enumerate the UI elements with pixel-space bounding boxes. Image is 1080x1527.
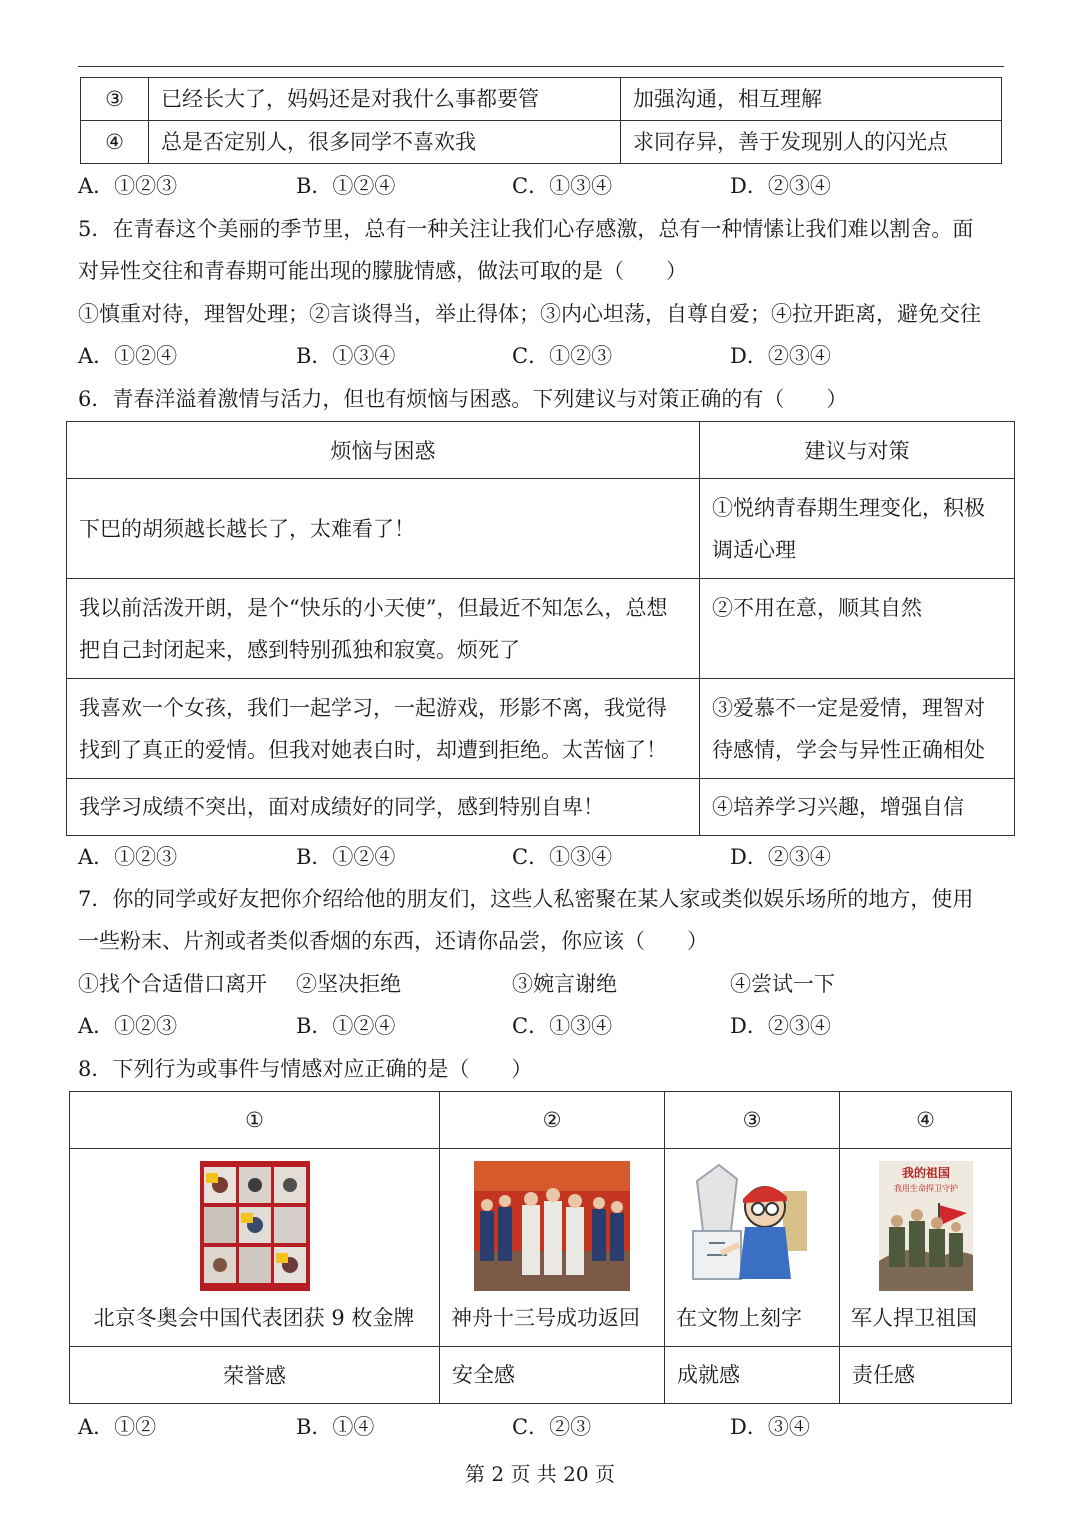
q7-stem-line2: 一些粉末、片剂或者类似香烟的东西，还请你品尝，你应该（ ）: [78, 929, 708, 953]
table-row: [81, 121, 1002, 164]
problem-cell: 总是否定别人，很多同学不喜欢我: [149, 121, 621, 164]
q7-option-b[interactable]: B．①②④: [296, 1014, 396, 1038]
cell-line: 待感情，学会与异性正确相处: [712, 737, 985, 762]
q5-statements: ①慎重对待，理智处理；②言谈得当，举止得体；③内心坦荡，自尊自爱；④拉开距离，避免交往: [78, 302, 981, 326]
cell-line: 调适心理: [712, 537, 796, 562]
q8-option-c[interactable]: C．②③: [512, 1415, 592, 1439]
problem-cell: [67, 679, 700, 779]
q8-option-d[interactable]: D．③④: [730, 1415, 810, 1439]
poster-subtitle: 我用生命捍卫守护: [893, 1184, 958, 1193]
q8-option-a[interactable]: A．①②: [78, 1415, 157, 1439]
problem-cell: [67, 479, 700, 579]
table-row: [67, 579, 1015, 679]
top-rule: [78, 66, 1004, 67]
cell-line: ④培养学习兴趣，增强自信: [712, 795, 964, 819]
cell-line: 下巴的胡须越长越长了，太难看了！: [79, 516, 415, 541]
q4-option-c[interactable]: C．①③④: [512, 174, 613, 198]
q4-table: [80, 77, 1002, 164]
olympic-medals-poster-image: [200, 1161, 310, 1291]
emotion-cell: 责任感: [840, 1347, 1012, 1404]
cell-line: 我以前活泼开朗，是个“快乐的小天使”，但最近不知怎么，总想: [79, 595, 668, 620]
advice-cell: [700, 779, 1015, 836]
cell-line: 我学习成绩不突出，面对成绩好的同学，感到特别自卑！: [79, 795, 604, 819]
poster-title: 我的祖国: [901, 1166, 950, 1180]
advice-cell: [700, 679, 1015, 779]
solution-cell: 加强沟通，相互理解: [621, 78, 1002, 121]
q7-choice-3: ③婉言谢绝: [512, 972, 617, 996]
q4-option-d[interactable]: D．②③④: [730, 174, 831, 198]
header-cell: ②: [440, 1092, 665, 1149]
soldiers-poster-image: [879, 1161, 973, 1291]
q7-stem-line1: 7．你的同学或好友把你介绍给他的朋友们，这些人私密聚在某人家或类似娱乐场所的地方，使用: [78, 887, 974, 911]
q7-choice-1: ①找个合适借口离开: [78, 972, 267, 996]
q6-option-a[interactable]: A．①②③: [78, 845, 178, 869]
table-row: [81, 78, 1002, 121]
table-row: [67, 779, 1015, 836]
q5-option-a[interactable]: A．①②④: [78, 344, 178, 368]
row-num: ③: [81, 78, 149, 121]
q7-option-a[interactable]: A．①②③: [78, 1014, 178, 1038]
table-row: [70, 1347, 1012, 1404]
table-row: [67, 679, 1015, 779]
q5-option-b[interactable]: B．①③④: [296, 344, 396, 368]
q6-stem: 6．青春洋溢着激情与活力，但也有烦恼与困惑。下列建议与对策正确的有（ ）: [78, 387, 848, 411]
q6-option-c[interactable]: C．①③④: [512, 845, 613, 869]
advice-cell: [700, 479, 1015, 579]
emotion-cell: 安全感: [440, 1347, 665, 1404]
q8-caption-4: 军人捍卫祖国: [851, 1306, 977, 1330]
cell-line: ②不用在意，顺其自然: [712, 596, 922, 620]
q7-choice-4: ④尝试一下: [730, 972, 835, 996]
q8-caption-1: 北京冬奥会中国代表团获 9 枚金牌: [93, 1306, 415, 1330]
q7-option-d[interactable]: D．②③④: [730, 1014, 831, 1038]
header-cell: ③: [665, 1092, 840, 1149]
header-cell: 建议与对策: [700, 422, 1015, 479]
q8-table: [69, 1091, 1012, 1404]
cell-line: ③爱慕不一定是爱情，理智对: [712, 695, 985, 720]
q5-stem-line2: 对异性交往和青春期可能出现的朦胧情感，做法可取的是（ ）: [78, 259, 687, 283]
cell-line: ①悦纳青春期生理变化，积极: [712, 495, 985, 520]
q5-option-c[interactable]: C．①②③: [512, 344, 613, 368]
problem-cell: 已经长大了，妈妈还是对我什么事都要管: [149, 78, 621, 121]
cell-line: 我喜欢一个女孩，我们一起学习，一起游戏，形影不离，我觉得: [79, 695, 667, 720]
q7-choice-2: ②坚决拒绝: [296, 972, 401, 996]
shenzhou-astronauts-image: [474, 1161, 630, 1291]
advice-cell: [700, 579, 1015, 679]
emotion-cell: 成就感: [665, 1347, 840, 1404]
q8-caption-2: 神舟十三号成功返回: [451, 1306, 640, 1330]
q4-option-a[interactable]: A．①②③: [78, 174, 178, 198]
q7-option-c[interactable]: C．①③④: [512, 1014, 613, 1038]
q8-caption-3: 在文物上刻字: [676, 1306, 802, 1330]
cell-line: 把自己封闭起来，感到特别孤独和寂寞。烦死了: [79, 637, 520, 662]
emotion-cell: 荣誉感: [70, 1347, 440, 1404]
header-cell: ①: [70, 1092, 440, 1149]
problem-cell: [67, 579, 700, 679]
q6-option-b[interactable]: B．①②④: [296, 845, 396, 869]
q8-option-b[interactable]: B．①④: [296, 1415, 375, 1439]
q8-stem: 8．下列行为或事件与情感对应正确的是（ ）: [78, 1057, 533, 1081]
q6-table: [66, 421, 1015, 836]
q5-option-d[interactable]: D．②③④: [730, 344, 831, 368]
header-cell: ④: [840, 1092, 1012, 1149]
table-header-row: [67, 422, 1015, 479]
q4-option-b[interactable]: B．①②④: [296, 174, 396, 198]
header-cell: 烦恼与困惑: [67, 422, 700, 479]
problem-cell: [67, 779, 700, 836]
q6-option-d[interactable]: D．②③④: [730, 845, 831, 869]
row-num: ④: [81, 121, 149, 164]
page-footer: 第 2 页 共 20 页: [465, 1462, 615, 1486]
table-header-row: [70, 1092, 1012, 1149]
table-row: [67, 479, 1015, 579]
q5-stem-line1: 5．在青春这个美丽的季节里，总有一种关注让我们心存感激，总有一种情愫让我们难以割舍。面: [78, 217, 974, 241]
carving-on-relic-cartoon-image: [679, 1161, 825, 1291]
cell-line: 找到了真正的爱情。但我对她表白时，却遭到拒绝。太苦恼了！: [79, 737, 667, 762]
solution-cell: 求同存异，善于发现别人的闪光点: [621, 121, 1002, 164]
